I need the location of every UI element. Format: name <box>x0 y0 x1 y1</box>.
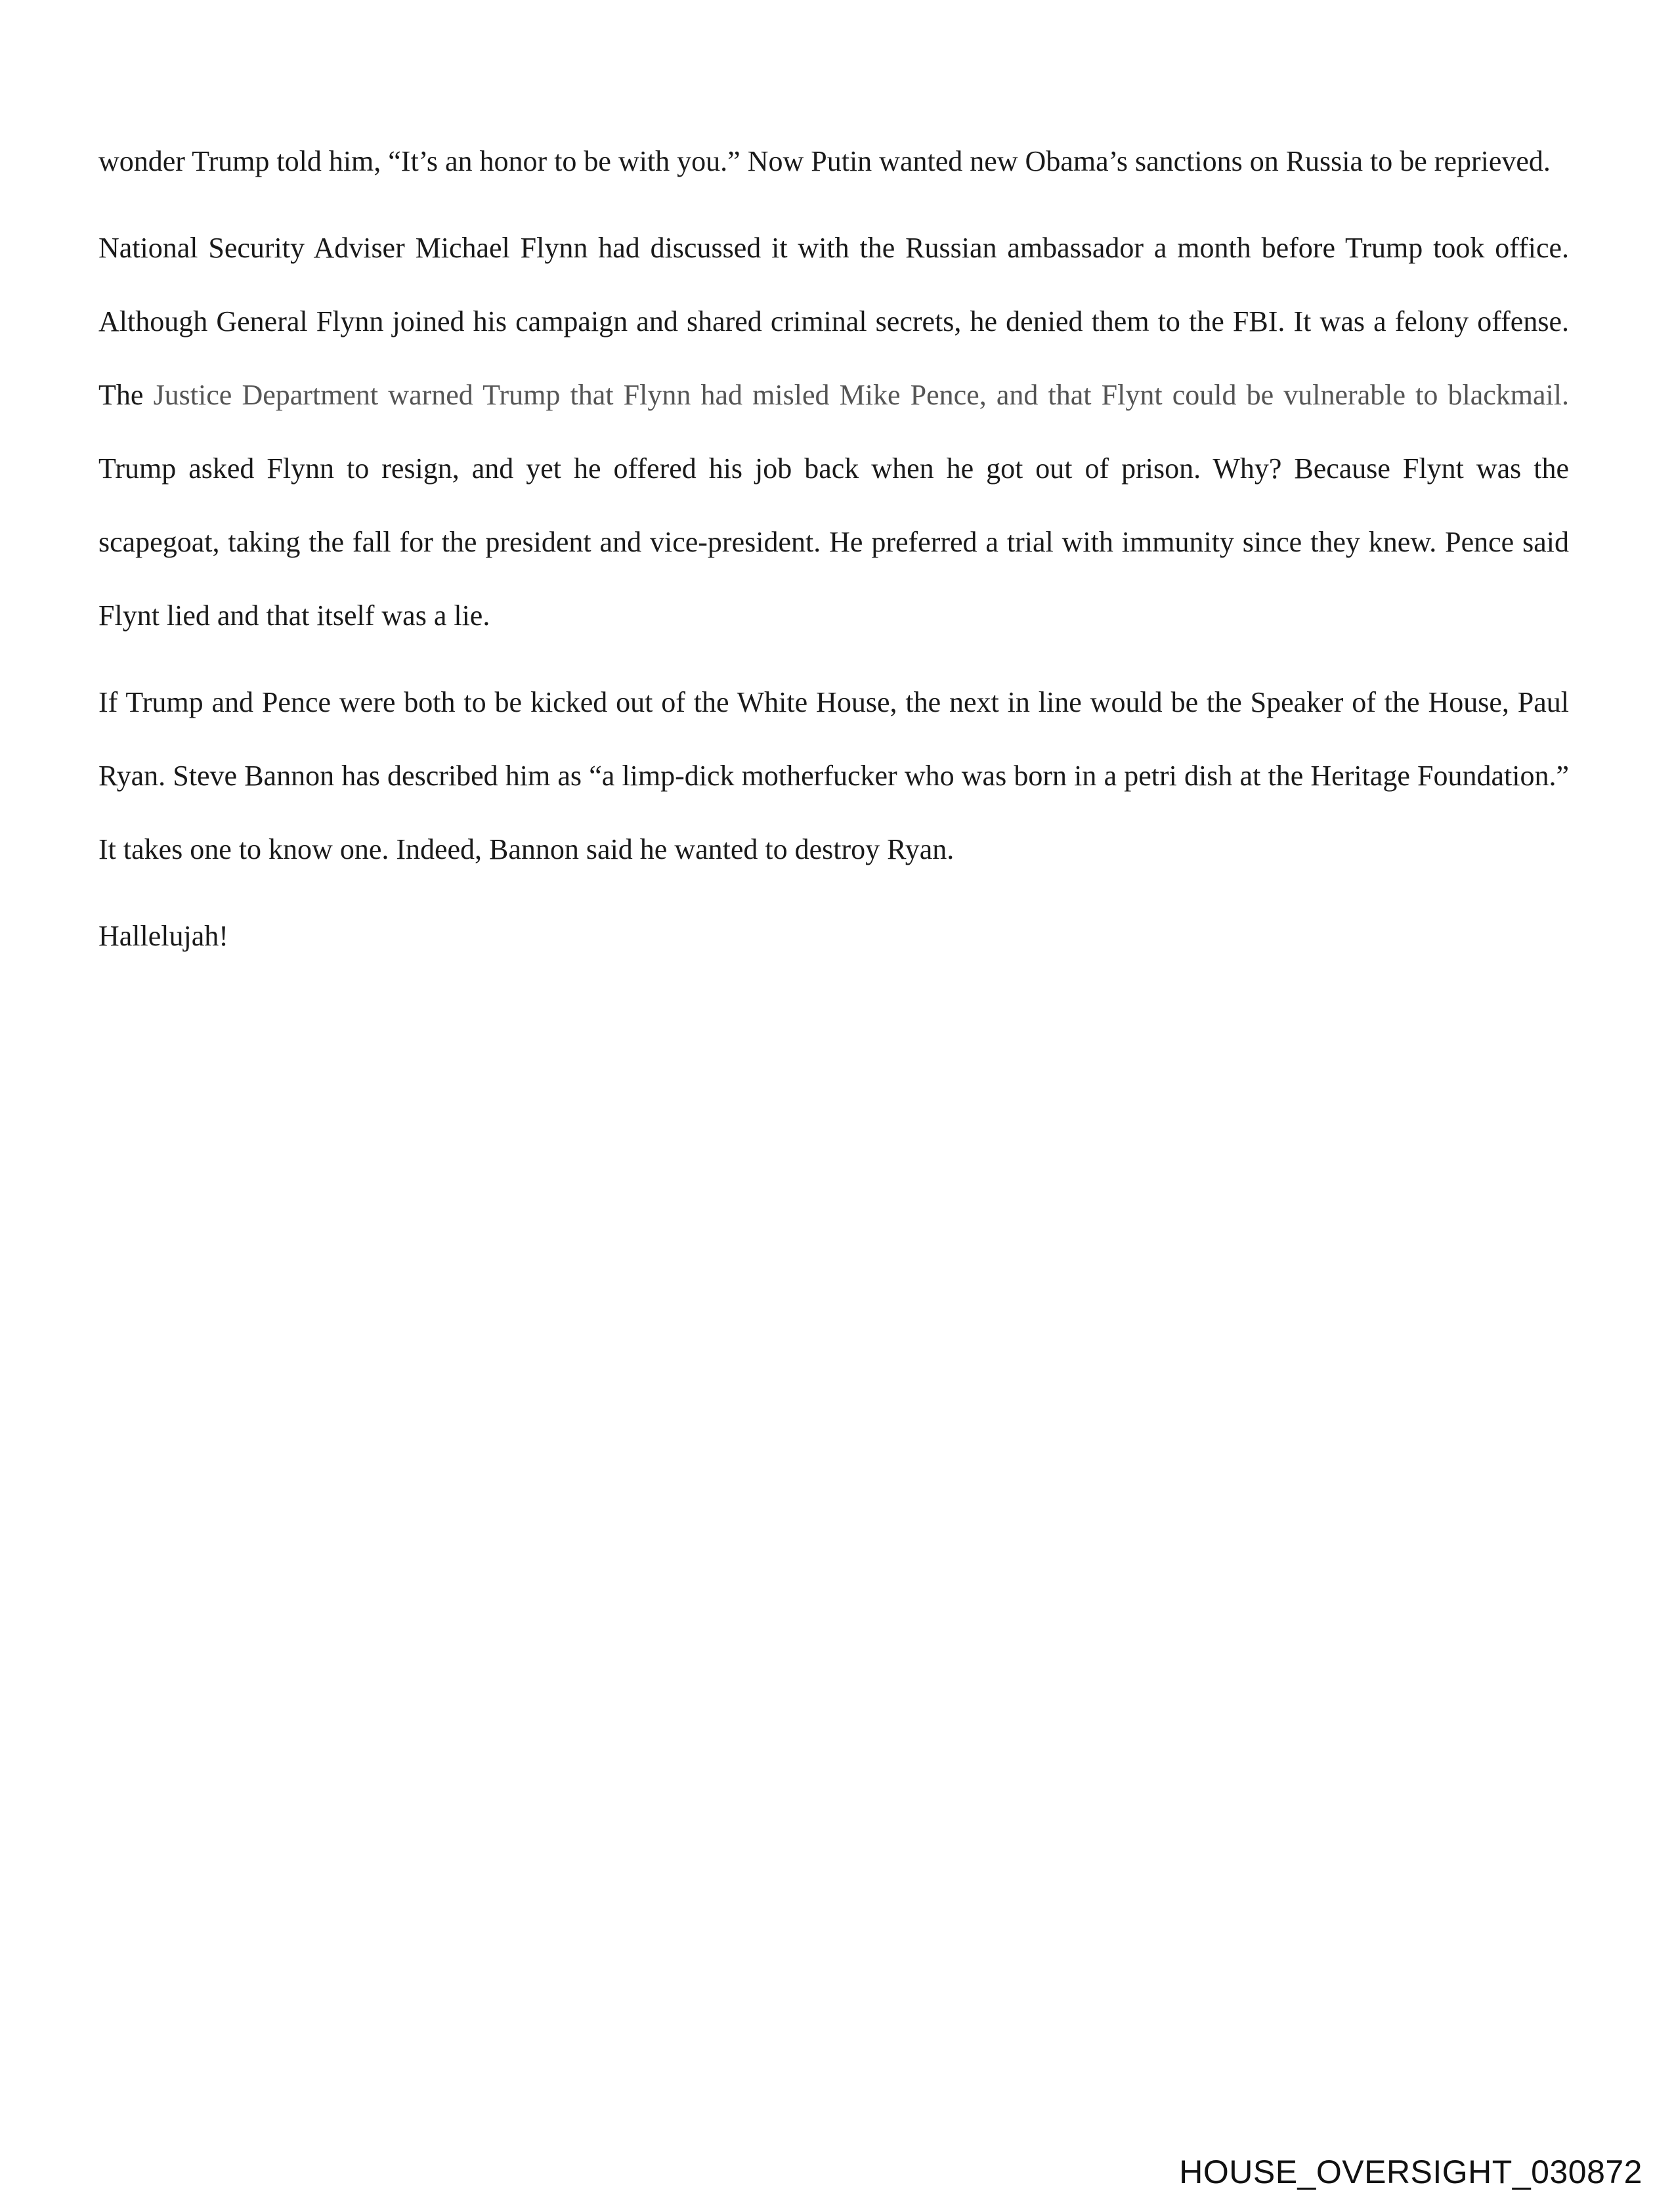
paragraph-putin-sanctions <box>98 125 1569 198</box>
paragraph-flynn <box>98 211 1569 653</box>
paragraph-text: Hallelujah! <box>98 920 228 952</box>
bates-number: HOUSE_OVERSIGHT_030872 <box>1179 2154 1642 2190</box>
paragraph-text: wonder Trump told him, “It’s an honor to be with you.” Now Putin wanted new Obama’s sanctions on Russia to be reprieved. <box>98 145 1551 177</box>
paragraph-text-before: National Security Adviser Michael Flynn had discussed it with the Russian ambassador a month before Trump took office. Although General Flynn joined his campaign and shared criminal secrets, he denied them to the FBI. It was a felony offense. The <box>98 232 1569 411</box>
document-body <box>98 125 1569 986</box>
paragraph-hallelujah <box>98 900 1569 973</box>
paragraph-ryan <box>98 666 1569 886</box>
paragraph-text-faded: Justice Department warned Trump that Flynn had misled Mike Pence, and that Flynt could be vulnerable to blackmail. <box>153 379 1570 411</box>
paragraph-text: If Trump and Pence were both to be kicked out of the White House, the next in line would be the Speaker of the House, Paul Ryan. Steve Bannon has described him as “a limp-dick motherfucker who was born in a petri dish at the Heritage Foundation.” It takes one to know one. Indeed, Bannon said he wanted to destroy Ryan. <box>98 686 1569 865</box>
paragraph-text-after: Trump asked Flynn to resign, and yet he offered his job back when he got out of prison. Why? Because Flynt was the scapegoat, taking the fall for the president and vice-president. He preferred a trial with immunity since they knew. Pence said Flynt lied and that itself was a lie. <box>98 452 1569 632</box>
